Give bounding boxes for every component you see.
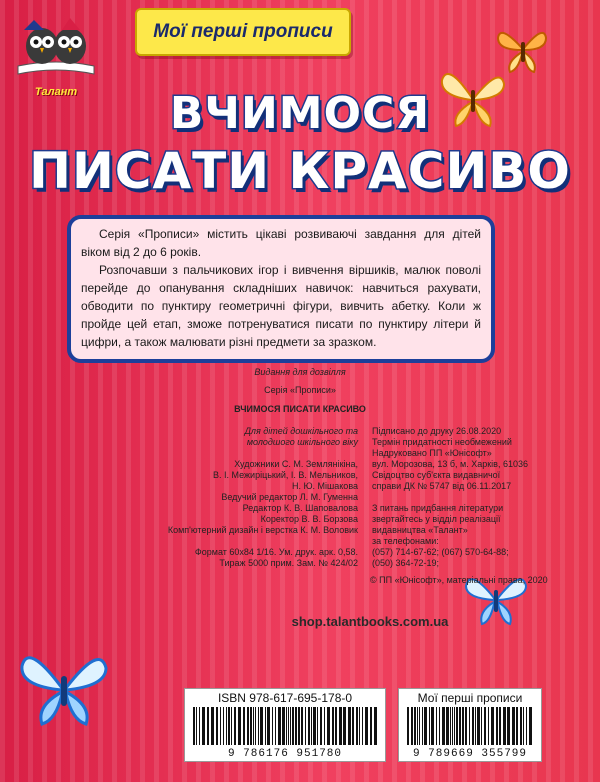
barcode-bar	[359, 707, 360, 745]
barcode-bar	[327, 707, 330, 745]
barcode-bar	[199, 707, 200, 745]
imprint-title: ВЧИМОСЯ ПИСАТИ КРАСИВО	[234, 404, 366, 414]
barcode-bar	[352, 707, 354, 745]
barcode-bar	[339, 707, 342, 745]
barcode-bar	[429, 707, 430, 745]
series-barcode-digits: 9 789669 355799	[412, 748, 528, 760]
barcode-bar	[523, 707, 524, 745]
barcode-bar	[419, 707, 420, 745]
title-line-2: ПИСАТИ КРАСИВО	[29, 142, 571, 200]
barcode-bar	[258, 707, 259, 745]
barcode-bar	[267, 707, 270, 745]
print-info-line: Термін придатності необмежений	[372, 437, 512, 447]
barcode-bar	[216, 707, 218, 745]
barcode-bar	[484, 707, 486, 745]
contact-line: (057) 714-67-62; (067) 570-64-88;	[372, 547, 509, 557]
isbn-barcode	[184, 688, 386, 762]
publisher-logo	[14, 12, 98, 98]
barcode-bar	[238, 707, 241, 745]
owls-logo-icon	[14, 12, 98, 82]
barcode-bar	[411, 707, 413, 745]
barcode-bar	[324, 707, 325, 745]
butterfly-orange-small-icon	[492, 18, 552, 78]
barcode-bar	[365, 707, 368, 745]
barcode-bar	[193, 707, 195, 745]
barcode-bar	[332, 707, 334, 745]
barcode-bar	[317, 707, 318, 745]
barcode-bar	[247, 707, 249, 745]
butterfly-blue-icon	[14, 640, 114, 730]
barcode-bar	[436, 707, 437, 745]
barcode-bar	[308, 707, 310, 745]
description-paragraph-1: Серія «Прописи» містить цікаві розвиваючі завдання для дітей віком від 2 до 6 років.	[81, 227, 481, 259]
barcode-bar	[223, 707, 224, 745]
barcode-bar	[422, 707, 423, 745]
audience-line: молодшого шкільного віку	[246, 437, 358, 447]
description-paragraph-2: Розпочавши з пальчикових ігор і вивчення віршиків, малюк поволі перейде до опанування складніших навичок: навчиться рахувати, обводити по пунктиру геометричні фігури, вивчить абетку. Коли ж пройде цей етап, зможе потренуватися писати по пунктиру літери й цифри, а також малювати різні предмети за зразком.	[81, 263, 481, 349]
barcode-bar	[414, 707, 416, 745]
barcode-bar	[442, 707, 445, 745]
barcode-bar	[370, 707, 372, 745]
barcode-bar	[450, 707, 451, 745]
website-link[interactable]: shop.talantbooks.com.ua	[291, 614, 449, 629]
barcode-bar	[475, 707, 476, 745]
isbn-caption: ISBN 978-617-695-178-0	[217, 691, 353, 705]
series-label: Мої перші прописи	[153, 21, 333, 42]
credit-line: В. І. Межиріцький, І. В. Мельников,	[213, 470, 358, 480]
barcode-bar	[226, 707, 227, 745]
barcode-bar	[343, 707, 346, 745]
credit-line: Редактор К. В. Шаповалова	[242, 503, 358, 513]
barcode-bar	[301, 707, 303, 745]
series-tab	[135, 8, 351, 56]
barcode-bar	[288, 707, 289, 745]
barcode-bar	[431, 707, 434, 745]
barcode-bar	[313, 707, 316, 745]
barcode-bar	[529, 707, 532, 745]
isbn-digits: 9 786176 951780	[227, 748, 343, 760]
barcode-bar	[452, 707, 453, 745]
barcode-bar	[335, 707, 337, 745]
barcode-bar	[407, 707, 409, 745]
credit-line: Ведучий редактор Л. М. Гуменна	[221, 492, 358, 502]
contact-line: З питань придбання літератури	[372, 503, 504, 513]
barcode-bars	[407, 707, 533, 745]
barcode-bar	[290, 707, 291, 745]
barcode-bar	[243, 707, 245, 745]
series-barcode	[398, 688, 542, 762]
print-info-line: вул. Морозова, 13 б, м. Харків, 61036	[372, 459, 528, 469]
barcode-bar	[292, 707, 294, 745]
barcode-bar	[496, 707, 498, 745]
imprint-series: Серія «Прописи»	[264, 385, 336, 395]
credit-line: Н. Ю. Мішакова	[291, 481, 358, 491]
barcode-bar	[196, 707, 197, 745]
format-line: Формат 60x84 1/16. Ум. друк. арк. 0,58.	[194, 547, 358, 557]
barcode-bar	[356, 707, 358, 745]
barcode-bars	[193, 707, 377, 745]
barcode-bar	[454, 707, 455, 745]
barcode-bar	[305, 707, 306, 745]
credit-line: Художники С. М. Землянікіна,	[234, 459, 358, 469]
barcode-bar	[311, 707, 312, 745]
barcode-bar	[503, 707, 506, 745]
credits-block	[150, 426, 358, 569]
logo-text: Талант	[34, 86, 78, 98]
barcode-bar	[526, 707, 527, 745]
barcode-bar	[265, 707, 266, 745]
barcode-bar	[286, 707, 287, 745]
barcode-bar	[278, 707, 281, 745]
copyright: © ПП «Юнісофт», матеріальні права, 2020	[370, 575, 548, 585]
barcode-bar	[207, 707, 209, 745]
barcode-bar	[320, 707, 322, 745]
barcode-bar	[295, 707, 297, 745]
barcode-bar	[516, 707, 518, 745]
print-info-line: Підписано до друку 26.08.2020	[372, 426, 502, 436]
barcode-bar	[456, 707, 458, 745]
barcode-bar	[234, 707, 236, 745]
barcode-bar	[472, 707, 474, 745]
title-line-1: ВЧИМОСЯ	[169, 88, 431, 139]
print-info-line: справи ДК № 5747 від 06.11.2017	[372, 481, 512, 491]
barcode-bar	[275, 707, 276, 745]
format-line: Тираж 5000 прим. Зам. № 424/02	[219, 558, 358, 568]
edition-type: Видання для дозвілля	[254, 367, 346, 377]
contact-line: звертайтесь у відділ реалізації	[372, 514, 501, 524]
barcode-bar	[253, 707, 254, 745]
print-info-line: Надруковано ПП «Юнісофт»	[372, 448, 492, 458]
barcode-bar	[439, 707, 440, 745]
contact-line: за телефонами:	[372, 536, 439, 546]
barcode-bar	[446, 707, 449, 745]
barcode-bar	[424, 707, 427, 745]
barcode-bar	[250, 707, 252, 745]
barcode-bar	[282, 707, 285, 745]
credit-line: Коректор В. В. Борзова	[260, 514, 358, 524]
barcode-bar	[202, 707, 205, 745]
contact-line: (050) 364-72-19;	[372, 558, 440, 568]
barcode-bar	[507, 707, 510, 745]
barcode-bar	[512, 707, 515, 745]
barcode-bar	[465, 707, 467, 745]
series-barcode-caption: Мої перші прописи	[417, 691, 523, 705]
barcode-bar	[499, 707, 501, 745]
print-info-block	[372, 426, 548, 569]
barcode-bar	[488, 707, 489, 745]
credit-line: Комп'ютерний дизайн і верстка К. М. Воловик	[167, 525, 358, 535]
barcode-bar	[272, 707, 273, 745]
barcode-bar	[260, 707, 263, 745]
barcode-bar	[374, 707, 377, 745]
barcode-bar	[298, 707, 300, 745]
barcode-bar	[469, 707, 470, 745]
description-box	[67, 215, 495, 363]
barcode-bar	[231, 707, 232, 745]
barcode-bar	[255, 707, 256, 745]
barcode-bar	[462, 707, 464, 745]
barcode-bar	[459, 707, 461, 745]
barcode-bar	[417, 707, 418, 745]
barcode-bar	[477, 707, 480, 745]
barcode-bar	[362, 707, 363, 745]
audience-line: Для дітей дошкільного та	[244, 426, 358, 436]
barcode-bar	[520, 707, 522, 745]
contact-line: видавництва «Талант»	[372, 525, 468, 535]
barcode-bar	[228, 707, 230, 745]
barcode-bar	[211, 707, 214, 745]
barcode-bar	[491, 707, 494, 745]
barcode-bar	[481, 707, 482, 745]
barcode-bar	[220, 707, 221, 745]
barcode-bar	[348, 707, 351, 745]
print-info-line: Свідоцтво суб'єкта видавничої	[372, 470, 501, 480]
